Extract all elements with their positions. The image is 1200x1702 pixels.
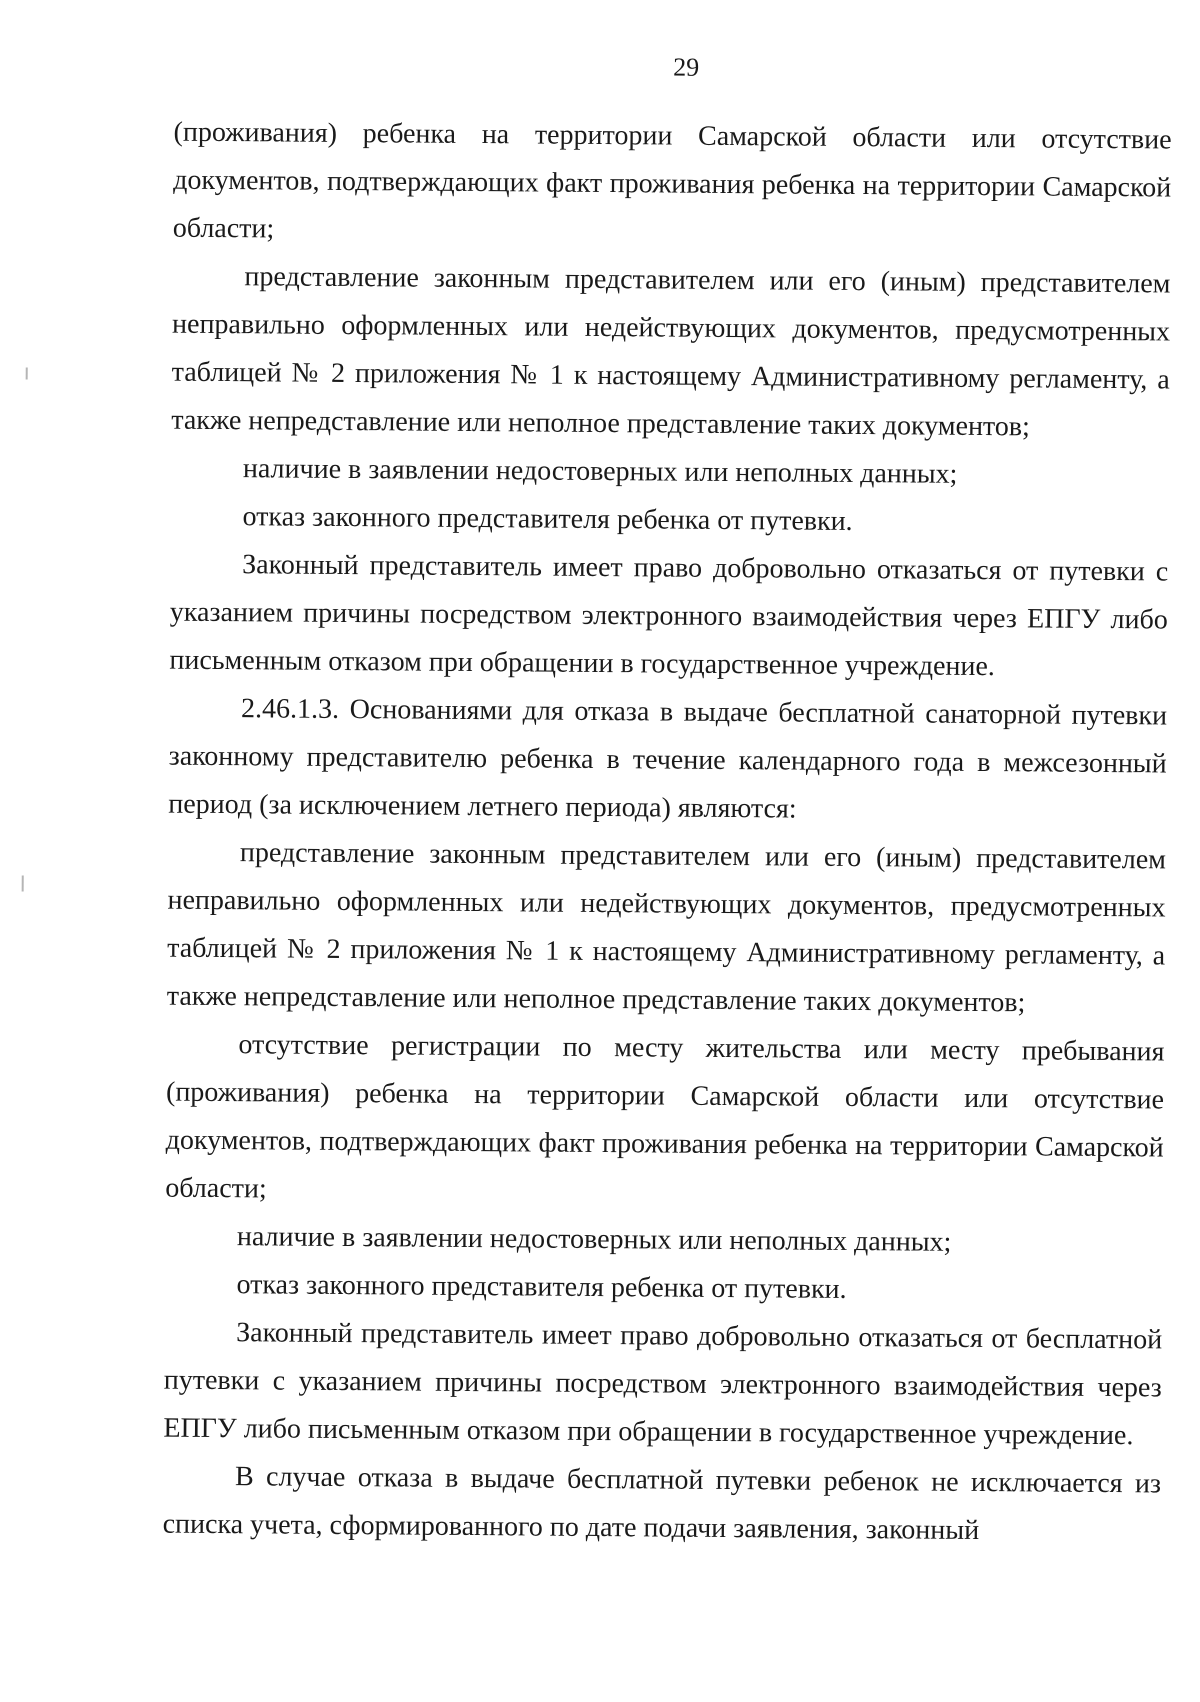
paragraph: (проживания) ребенка на территории Самарской области или отсутствие документов, подтверждающих факт проживания ребенка на территории Самарской области; bbox=[172, 116, 1172, 245]
paragraph: наличие в заявлении недостоверных или неполных данных; bbox=[236, 1221, 952, 1258]
scan-margin-mark bbox=[26, 367, 28, 379]
paragraph: отказ законного представителя ребенка от путевки. bbox=[242, 501, 853, 537]
paragraph: представление законным представителем или его (иным) представителем неправильно оформленных или недействующих документов, предусмотренных таблицей № 2 приложения № 1 к настоящему Административному регламенту, а также непредставление или неполное представление таких документов; bbox=[171, 261, 1171, 443]
document-body bbox=[162, 109, 1171, 1557]
paragraph: 2.46.1.3. Основаниями для отказа в выдаче бесплатной санаторной путевки законному представителю ребенка в течение календарного года в межсезонный период (за исключением летнего периода) являются: bbox=[168, 693, 1168, 825]
scan-margin-mark bbox=[22, 875, 24, 891]
paragraph: Законный представитель имеет право добровольно отказаться от бесплатной путевки с указанием причины посредством электронного взаимодействия через ЕПГУ либо письменным отказом при обращении в государственное учреждение. bbox=[163, 1317, 1163, 1452]
paragraph: Законный представитель имеет право добровольно отказаться от путевки с указанием причины посредством электронного взаимодействия через ЕПГУ либо письменным отказом при обращении в государственное учреждение. bbox=[169, 549, 1169, 683]
paragraph: наличие в заявлении недостоверных или неполных данных; bbox=[242, 453, 958, 490]
paragraph: В случае отказа в выдаче бесплатной путевки ребенок не исключается из списка учета, сформированного по дате подачи заявления, законный bbox=[162, 1461, 1162, 1546]
paragraph: отсутствие регистрации по месту жительства или месту пребывания (проживания) ребенка на территории Самарской области или отсутствие документов, подтверждающих факт проживания ребенка на территории Самарской области; bbox=[165, 1029, 1165, 1205]
paragraph: отказ законного представителя ребенка от путевки. bbox=[236, 1269, 847, 1305]
page-number: 29 bbox=[673, 52, 700, 82]
paragraph: представление законным представителем или его (иным) представителем неправильно оформленных или недействующих документов, предусмотренных таблицей № 2 приложения № 1 к настоящему Административному регламенту, а также непредставление или неполное представление таких документов; bbox=[166, 837, 1167, 1019]
